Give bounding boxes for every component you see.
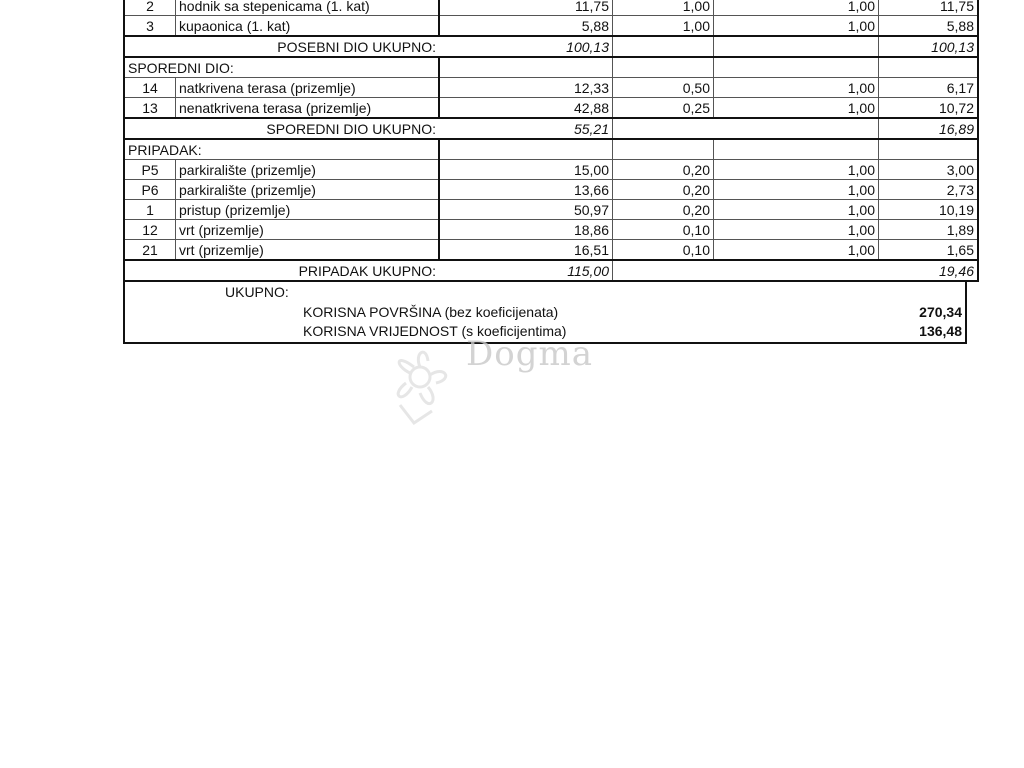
table-row <box>124 200 978 220</box>
pripadak-title: PRIPADAK: <box>124 139 439 160</box>
room-area: 11,75 <box>439 0 613 16</box>
room-number: 12 <box>124 220 176 240</box>
room-value: 1,89 <box>879 220 979 240</box>
coefficient-1: 0,10 <box>613 240 714 261</box>
room-area: 50,97 <box>439 200 613 220</box>
room-value: 2,73 <box>879 180 979 200</box>
room-name: vrt (prizemlje) <box>176 240 440 261</box>
usable-value-label: KORISNA VRIJEDNOST (s koeficijentima) <box>303 323 567 339</box>
room-value: 6,17 <box>879 78 979 98</box>
room-area: 42,88 <box>439 98 613 119</box>
table-row <box>124 160 978 180</box>
room-area: 16,51 <box>439 240 613 261</box>
room-number: P5 <box>124 160 176 180</box>
table-row <box>124 78 978 98</box>
table-row <box>124 98 978 119</box>
room-area: 15,00 <box>439 160 613 180</box>
room-name: natkrivena terasa (prizemlje) <box>176 78 440 98</box>
room-area: 18,86 <box>439 220 613 240</box>
coefficient-1: 0,25 <box>613 98 714 119</box>
room-area: 12,33 <box>439 78 613 98</box>
coefficient-2: 1,00 <box>714 180 879 200</box>
coefficient-2: 1,00 <box>714 240 879 261</box>
pripadak-total-value: 19,46 <box>879 260 979 281</box>
room-name: hodnik sa stepenicama (1. kat) <box>176 0 440 16</box>
room-number: 2 <box>124 0 176 16</box>
pripadak-total-label: PRIPADAK UKUPNO: <box>124 260 439 281</box>
room-name: parkiralište (prizemlje) <box>176 180 440 200</box>
sporedni-total-area: 55,21 <box>439 118 613 139</box>
coefficient-1: 0,20 <box>613 200 714 220</box>
room-name: kupaonica (1. kat) <box>176 16 440 37</box>
room-value: 10,19 <box>879 200 979 220</box>
room-number: 1 <box>124 200 176 220</box>
posebni-total-row <box>124 36 978 57</box>
room-area: 13,66 <box>439 180 613 200</box>
room-area: 5,88 <box>439 16 613 37</box>
coefficient-2: 1,00 <box>714 98 879 119</box>
pripadak-total-row <box>124 260 978 281</box>
table-row <box>124 16 978 37</box>
sporedni-total-row <box>124 118 978 139</box>
sporedni-title: SPOREDNI DIO: <box>124 57 439 78</box>
usable-area-label: KORISNA POVRŠINA (bez koeficijenata) <box>303 304 559 320</box>
watermark-logo <box>370 335 470 438</box>
sporedni-section-header <box>124 57 978 78</box>
table-row <box>124 220 978 240</box>
coefficient-1: 0,20 <box>613 160 714 180</box>
pripadak-section-header <box>124 139 978 160</box>
table-row <box>124 240 978 261</box>
coefficient-2: 1,00 <box>714 160 879 180</box>
coefficient-2: 1,00 <box>714 200 879 220</box>
coefficient-1: 1,00 <box>613 0 714 16</box>
coefficient-2: 1,00 <box>714 16 879 37</box>
coefficient-1: 1,00 <box>613 16 714 37</box>
room-number: P6 <box>124 180 176 200</box>
flower-logo-icon <box>370 335 470 435</box>
room-value: 5,88 <box>879 16 979 37</box>
room-number: 14 <box>124 78 176 98</box>
room-name: vrt (prizemlje) <box>176 220 440 240</box>
usable-area-value: 270,34 <box>919 304 962 320</box>
room-value: 3,00 <box>879 160 979 180</box>
room-number: 3 <box>124 16 176 37</box>
room-value: 10,72 <box>879 98 979 119</box>
area-table-sheet <box>123 0 974 344</box>
usable-value-value: 136,48 <box>919 323 962 339</box>
watermark-text: Dogma <box>466 334 594 374</box>
posebni-total-value: 100,13 <box>879 36 979 57</box>
room-name: pristup (prizemlje) <box>176 200 440 220</box>
posebni-total-area: 100,13 <box>439 36 613 57</box>
room-number: 21 <box>124 240 176 261</box>
coefficient-2: 1,00 <box>714 0 879 16</box>
room-name: parkiralište (prizemlje) <box>176 160 440 180</box>
sporedni-total-label: SPOREDNI DIO UKUPNO: <box>124 118 439 139</box>
pripadak-total-area: 115,00 <box>439 260 613 281</box>
room-value: 1,65 <box>879 240 979 261</box>
summary-title: UKUPNO: <box>225 284 289 300</box>
table-row <box>124 180 978 200</box>
coefficient-1: 0,50 <box>613 78 714 98</box>
table-row <box>124 0 978 16</box>
area-table <box>123 0 979 282</box>
room-name: nenatkrivena terasa (prizemlje) <box>176 98 440 119</box>
room-number: 13 <box>124 98 176 119</box>
coefficient-1: 0,20 <box>613 180 714 200</box>
coefficient-1: 0,10 <box>613 220 714 240</box>
coefficient-2: 1,00 <box>714 220 879 240</box>
posebni-total-label: POSEBNI DIO UKUPNO: <box>124 36 439 57</box>
room-value: 11,75 <box>879 0 979 16</box>
coefficient-2: 1,00 <box>714 78 879 98</box>
sporedni-total-value: 16,89 <box>879 118 979 139</box>
